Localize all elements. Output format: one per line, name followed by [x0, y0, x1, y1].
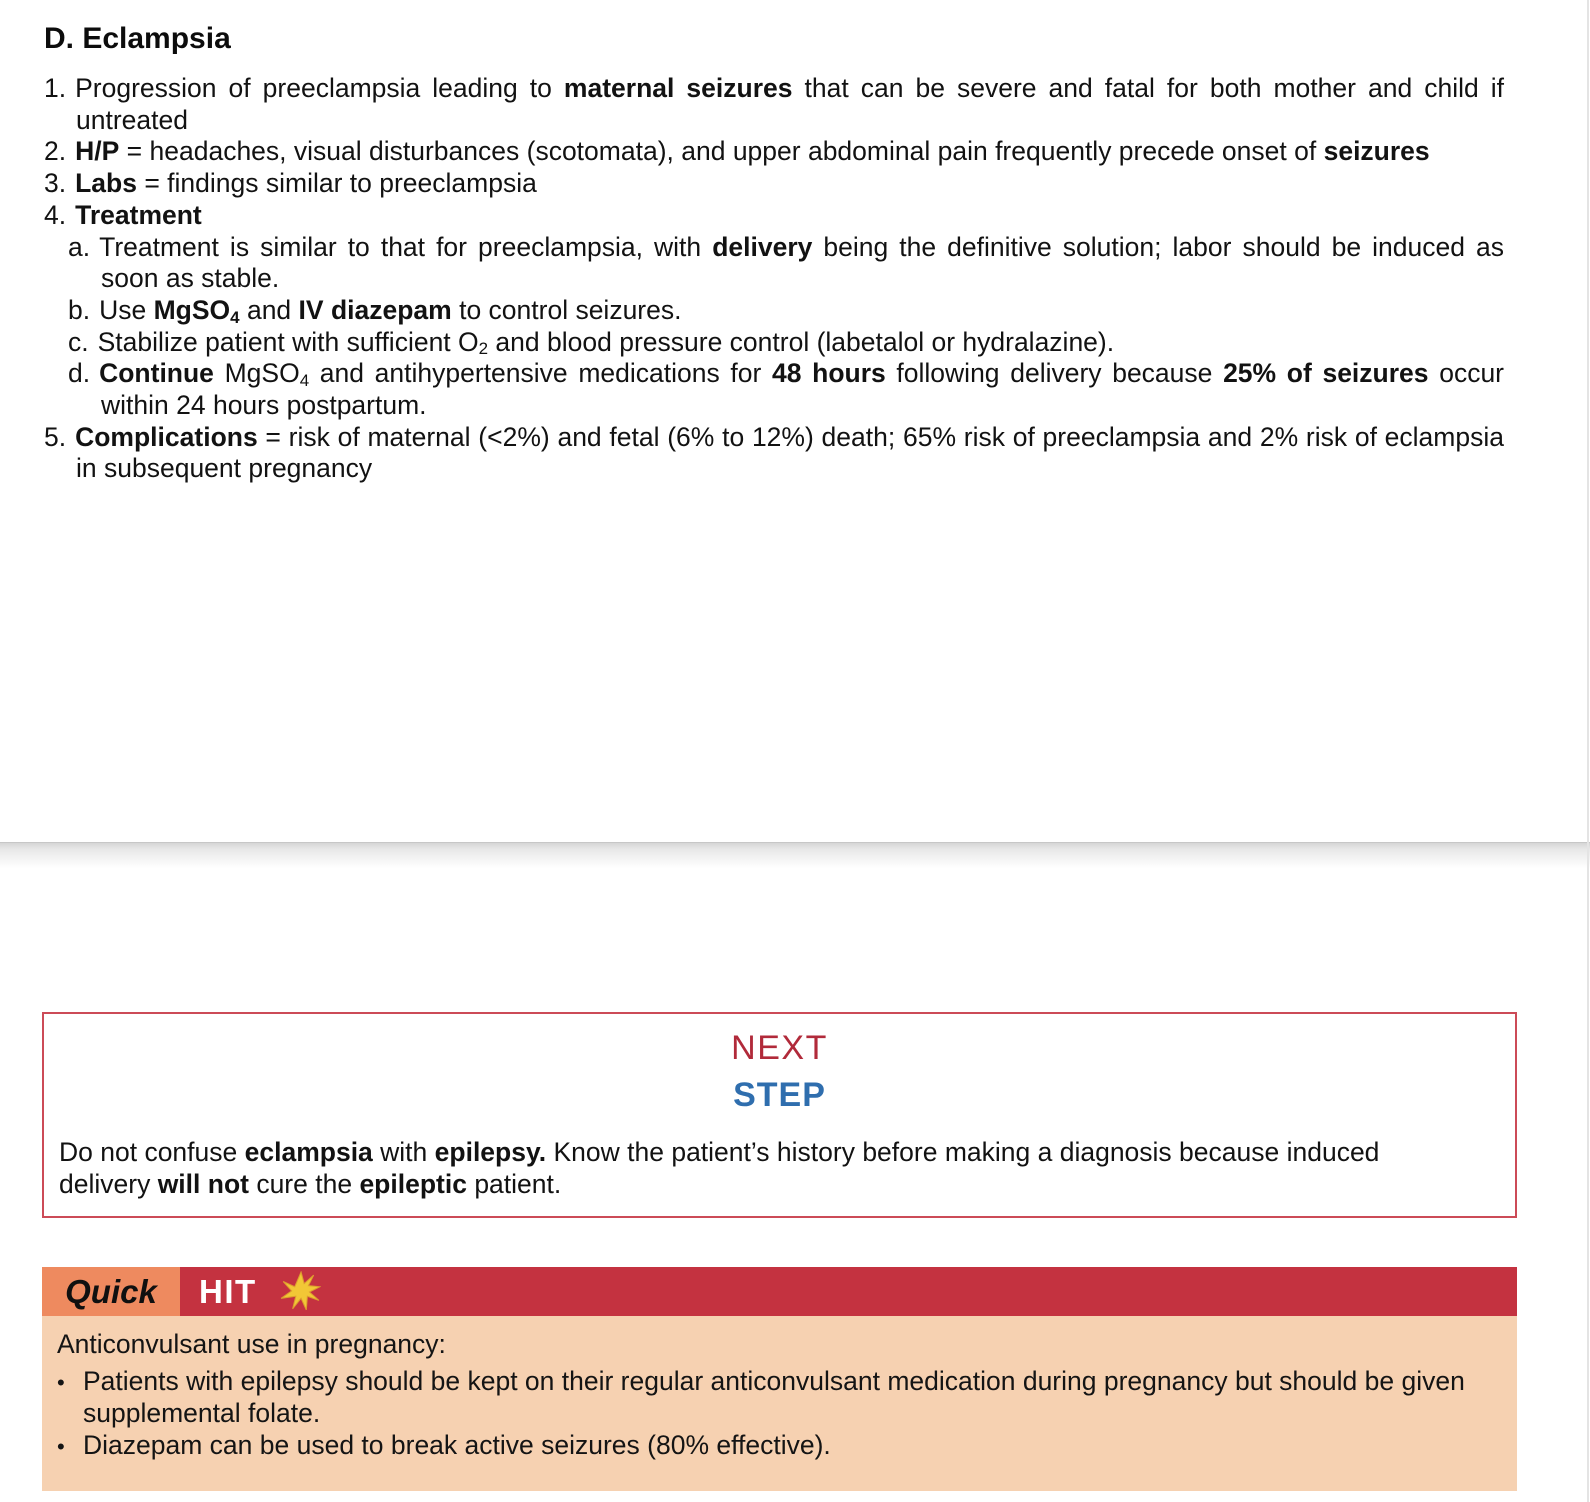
list-item-3	[44, 168, 1504, 200]
text-segment: eclampsia	[244, 1137, 373, 1167]
text-segment: epileptic	[359, 1169, 467, 1199]
bullet-dot: •	[57, 1434, 65, 1460]
text-segment: 2	[478, 339, 489, 359]
text-segment: Do not confuse	[59, 1137, 245, 1167]
text-segment: delivery	[712, 231, 813, 262]
text-segment: = findings similar to preeclampsia	[136, 168, 537, 199]
list-item-2	[44, 136, 1504, 168]
page-edge-line	[1587, 0, 1589, 1502]
text-segment: occur within 24 hours postpartum.	[101, 358, 1505, 421]
list-item-text	[75, 200, 202, 230]
list-item-text	[75, 422, 1504, 484]
starburst-icon	[279, 1271, 321, 1313]
text-segment: patient.	[466, 1169, 562, 1199]
list-item-5	[44, 422, 1504, 485]
list-subitem-b	[44, 295, 1504, 327]
bullet-dot: •	[57, 1369, 65, 1395]
text-segment: seizures	[1323, 136, 1430, 167]
list-letter: a.	[68, 231, 91, 262]
list-subitem-c	[44, 327, 1504, 359]
next-step-body	[44, 1136, 1429, 1200]
text-segment: and blood pressure control (labetalol or hydralazine).	[488, 326, 1115, 357]
quick-hit-body	[42, 1316, 1517, 1491]
list-number: 1.	[44, 73, 67, 103]
text-segment: to control seizures.	[451, 294, 682, 325]
next-step-title-step: STEP	[733, 1076, 826, 1114]
text-segment: Labs	[75, 168, 137, 199]
text-segment: following delivery because	[885, 358, 1224, 389]
list-subitem-text	[98, 327, 1115, 357]
text-segment: 4	[299, 371, 310, 391]
list-letter: b.	[68, 294, 91, 325]
list-item-1	[44, 73, 1504, 136]
text-segment: = headaches, visual disturbances (scotomata), and upper abdominal pain frequently precede onset of	[119, 136, 1324, 167]
quick-hit-box	[42, 1267, 1517, 1491]
text-segment: Complications	[75, 421, 258, 452]
text-segment: and	[239, 294, 299, 325]
text-segment: 48 hours	[772, 358, 886, 389]
list-item-text	[75, 168, 537, 198]
text-segment: 25% of seizures	[1223, 358, 1429, 389]
text-segment: Continue	[99, 358, 214, 389]
text-segment: = risk of maternal (<2%) and fetal (6% to 12%) death; 65% risk of preeclampsia and 2% risk of eclampsia in subsequent pregnancy	[76, 421, 1504, 484]
quick-hit-bullet-text	[83, 1430, 831, 1460]
quick-hit-bullet-list	[57, 1366, 1495, 1463]
quick-hit-label-hit	[180, 1267, 321, 1316]
text-segment: Use	[99, 294, 154, 325]
text-segment: being the definitive solution; labor should be induced as soon as stable.	[101, 231, 1505, 294]
text-segment: epilepsy.	[434, 1137, 547, 1167]
quick-hit-bullet-1	[57, 1366, 1495, 1430]
text-segment: Treatment	[75, 199, 202, 230]
list-letter: d.	[68, 358, 91, 389]
page-break-divider	[0, 842, 1590, 869]
list-number: 2.	[44, 136, 67, 167]
list-item-text	[75, 136, 1430, 166]
list-letter: c.	[68, 326, 89, 357]
next-step-title	[44, 1014, 1515, 1120]
text-segment: Know the patient’s history before making a diagnosis because induced delivery	[59, 1137, 1380, 1199]
list-number: 4.	[44, 199, 67, 230]
next-step-title-next: NEXT	[731, 1029, 828, 1067]
text-segment: MgSO	[153, 294, 231, 325]
text-segment: maternal seizures	[563, 73, 793, 103]
quick-hit-intro: Anticonvulsant use in pregnancy:	[57, 1329, 446, 1359]
list-number: 5.	[44, 421, 67, 452]
section-heading: D. Eclampsia	[44, 22, 231, 55]
list-number: 3.	[44, 168, 67, 199]
quick-hit-bullet-text	[83, 1366, 1465, 1429]
text-segment: and antihypertensive medications for	[309, 358, 772, 389]
quick-hit-bullet-2	[57, 1430, 1495, 1463]
text-segment: Diazepam can be used to break active seizures (80% effective).	[83, 1430, 831, 1461]
list-subitem-a	[44, 232, 1504, 295]
text-segment: 4	[230, 307, 240, 327]
text-segment: that can be severe and fatal for both mother and child if untreated	[76, 73, 1504, 135]
text-segment: cure the	[248, 1169, 360, 1199]
section-eclampsia	[44, 22, 1504, 485]
text-segment: MgSO	[213, 358, 300, 389]
list-subitem-text	[99, 295, 681, 325]
list-subitem-text	[99, 232, 1504, 294]
text-segment: Stabilize patient with sufficient O	[97, 326, 479, 357]
quick-hit-header	[42, 1267, 1517, 1316]
list-item-text	[75, 73, 1504, 135]
text-segment: Patients with epilepsy should be kept on their regular anticonvulsant medication during pregnancy but should be given supplemental folate.	[83, 1365, 1465, 1429]
list-subitem-text	[99, 358, 1504, 420]
list-item-4	[44, 200, 1504, 232]
quick-hit-label-quick: Quick	[42, 1267, 180, 1316]
list-subitem-d	[44, 358, 1504, 421]
text-segment: IV diazepam	[298, 294, 452, 325]
text-segment: will not	[157, 1169, 249, 1199]
text-segment: H/P	[75, 136, 120, 167]
next-step-box	[42, 1012, 1517, 1218]
text-segment: Progression of preeclampsia leading to	[75, 73, 564, 103]
quick-hit-label-hit-text: HIT	[199, 1272, 257, 1310]
text-segment: with	[372, 1137, 435, 1167]
text-segment: Treatment is similar to that for preeclampsia, with	[99, 231, 713, 262]
